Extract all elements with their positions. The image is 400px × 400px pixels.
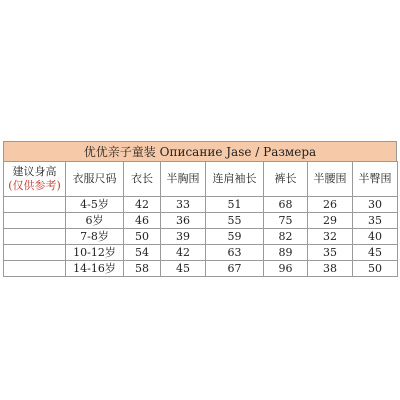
table-row — [4, 261, 398, 277]
table-row — [4, 197, 398, 213]
header-height-label: 建议身高 — [12, 165, 57, 178]
table-cell: 33 — [161, 197, 206, 213]
table-cell: 54 — [124, 245, 161, 261]
table-cell: 58 — [124, 261, 161, 277]
table-cell: 14-16岁 — [66, 261, 124, 277]
table-row — [4, 213, 398, 229]
table-cell: 6岁 — [66, 213, 124, 229]
table-cell: 45 — [161, 261, 206, 277]
header-height-note: (仅供参考) — [8, 179, 61, 192]
table-cell: 75 — [264, 213, 308, 229]
table-cell: 55 — [206, 213, 264, 229]
table-cell: 46 — [124, 213, 161, 229]
table-cell: 29 — [308, 213, 353, 229]
table-cell: 42 — [161, 245, 206, 261]
chart-title: 优优亲子童装 Описание Jase / Размера — [3, 141, 397, 161]
table-cell: 36 — [161, 213, 206, 229]
table-cell: 30 — [353, 197, 398, 213]
table-cell: 59 — [206, 229, 264, 245]
header-half-hip: 半臀围 — [353, 162, 398, 197]
table-cell: 7-8岁 — [66, 229, 124, 245]
header-half-waist: 半腰围 — [308, 162, 353, 197]
header-row — [4, 162, 398, 197]
header-size: 衣服尺码 — [66, 162, 124, 197]
table-cell — [4, 197, 66, 213]
size-table — [3, 161, 398, 277]
size-chart — [3, 141, 397, 277]
table-cell: 32 — [308, 229, 353, 245]
table-cell: 39 — [161, 229, 206, 245]
header-pants-length: 裤长 — [264, 162, 308, 197]
table-cell — [4, 213, 66, 229]
table-cell: 67 — [206, 261, 264, 277]
header-half-chest: 半胸围 — [161, 162, 206, 197]
table-cell: 26 — [308, 197, 353, 213]
table-cell: 38 — [308, 261, 353, 277]
table-cell: 50 — [124, 229, 161, 245]
table-cell: 40 — [353, 229, 398, 245]
table-cell — [4, 261, 66, 277]
table-cell — [4, 229, 66, 245]
table-cell — [4, 245, 66, 261]
table-cell: 89 — [264, 245, 308, 261]
table-cell: 68 — [264, 197, 308, 213]
table-cell: 35 — [353, 213, 398, 229]
table-cell: 82 — [264, 229, 308, 245]
table-row — [4, 245, 398, 261]
table-row — [4, 229, 398, 245]
table-cell: 45 — [353, 245, 398, 261]
table-cell: 96 — [264, 261, 308, 277]
table-cell: 51 — [206, 197, 264, 213]
header-sleeve: 连肩袖长 — [206, 162, 264, 197]
table-cell: 50 — [353, 261, 398, 277]
table-cell: 42 — [124, 197, 161, 213]
header-length: 衣长 — [124, 162, 161, 197]
header-height — [4, 162, 66, 197]
table-cell: 63 — [206, 245, 264, 261]
table-cell: 10-12岁 — [66, 245, 124, 261]
table-cell: 4-5岁 — [66, 197, 124, 213]
table-cell: 35 — [308, 245, 353, 261]
